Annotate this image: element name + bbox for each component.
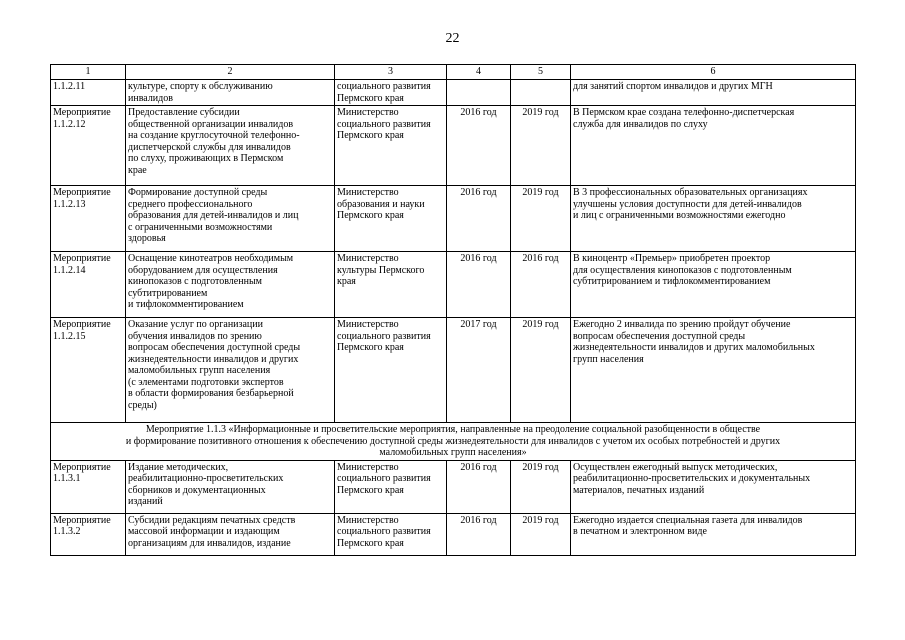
section-title: Мероприятие 1.1.3 «Информационные и просветительские мероприятия, направленные на преодоление социальной разобщенности в обществе и формирование позитивного отношения к обеспечению доступной среды жизнедеятельности для инвалидов с учетом их особых потребностей и других маломобильных групп населения»: [51, 423, 856, 461]
table-row: [51, 80, 856, 106]
row-result: Ежегодно издается специальная газета для инвалидов в печатном и электронном виде: [571, 513, 856, 555]
row-name: Оснащение кинотеатров необходимым оборудованием для осуществления кинопоказов с подготовленным субтитрированием и тифлокомментированием: [126, 252, 335, 318]
row-start: 2016 год: [447, 513, 511, 555]
row-id: Мероприятие 1.1.3.1: [51, 460, 126, 513]
row-id: Мероприятие 1.1.2.14: [51, 252, 126, 318]
row-name: Издание методических, реабилитационно-просветительских сборников и документационных изданий: [126, 460, 335, 513]
row-start: 2016 год: [447, 460, 511, 513]
header-col-1: 1: [51, 65, 126, 80]
row-id: Мероприятие 1.1.2.15: [51, 318, 126, 423]
row-start: 2016 год: [447, 252, 511, 318]
row-result: Ежегодно 2 инвалида по зрению пройдут обучение вопросам обеспечения доступной среды жизнедеятельности инвалидов и других маломобильных групп населения: [571, 318, 856, 423]
row-id: Мероприятие 1.1.2.13: [51, 186, 126, 252]
row-end: 2019 год: [511, 513, 571, 555]
table-row: [51, 106, 856, 186]
row-name: Субсидии редакциям печатных средств массовой информации и издающим организациям для инвалидов, издание: [126, 513, 335, 555]
measures-table: [50, 64, 856, 556]
row-result: для занятий спортом инвалидов и других МГН: [571, 80, 856, 106]
row-executor: Министерство культуры Пермского края: [335, 252, 447, 318]
row-start: [447, 80, 511, 106]
table-row: [51, 318, 856, 423]
row-name: Предоставление субсидии общественной организации инвалидов на создание круглосуточной телефонно- диспетчерской службы для инвалидов по слуху, проживающих в Пермском крае: [126, 106, 335, 186]
row-end: [511, 80, 571, 106]
row-id: 1.1.2.11: [51, 80, 126, 106]
row-name: Оказание услуг по организации обучения инвалидов по зрению вопросам обеспечения доступной среды жизнедеятельности инвалидов и других маломобильных групп населения (с элементами подготовки экспертов в области формирования безбарьерной среды): [126, 318, 335, 423]
table-body: [51, 65, 856, 556]
header-col-4: 4: [447, 65, 511, 80]
header-row: [51, 65, 856, 80]
row-executor: Министерство образования и науки Пермского края: [335, 186, 447, 252]
row-start: 2017 год: [447, 318, 511, 423]
row-end: 2019 год: [511, 318, 571, 423]
row-result: Осуществлен ежегодный выпуск методических, реабилитационно-просветительских и документальных материалов, печатных изданий: [571, 460, 856, 513]
row-result: В Пермском крае создана телефонно-диспетчерская служба для инвалидов по слуху: [571, 106, 856, 186]
row-executor: Министерство социального развития Пермского края: [335, 460, 447, 513]
header-col-3: 3: [335, 65, 447, 80]
row-name: Формирование доступной среды среднего профессионального образования для детей-инвалидов и лиц с ограниченными возможностями здоровья: [126, 186, 335, 252]
row-name: культуре, спорту к обслуживанию инвалидов: [126, 80, 335, 106]
header-col-2: 2: [126, 65, 335, 80]
table-row: [51, 513, 856, 555]
row-end: 2019 год: [511, 186, 571, 252]
header-col-5: 5: [511, 65, 571, 80]
page-number: 22: [445, 31, 460, 46]
row-start: 2016 год: [447, 106, 511, 186]
row-executor: Министерство социального развития Пермского края: [335, 513, 447, 555]
row-result: В киноцентр «Премьер» приобретен проектор для осуществления кинопоказов с подготовленным субтитрированием и тифлокомментированием: [571, 252, 856, 318]
row-id: Мероприятие 1.1.3.2: [51, 513, 126, 555]
table-row: [51, 252, 856, 318]
table-row: [51, 186, 856, 252]
row-start: 2016 год: [447, 186, 511, 252]
table-row: [51, 460, 856, 513]
row-executor: социального развития Пермского края: [335, 80, 447, 106]
section-row: [51, 423, 856, 461]
row-end: 2019 год: [511, 106, 571, 186]
row-executor: Министерство социального развития Пермского края: [335, 106, 447, 186]
row-end: 2019 год: [511, 460, 571, 513]
row-id: Мероприятие 1.1.2.12: [51, 106, 126, 186]
row-executor: Министерство социального развития Пермского края: [335, 318, 447, 423]
row-end: 2016 год: [511, 252, 571, 318]
header-col-6: 6: [571, 65, 856, 80]
row-result: В 3 профессиональных образовательных организациях улучшены условия доступности для детей-инвалидов и лиц с ограниченными возможностями ежегодно: [571, 186, 856, 252]
